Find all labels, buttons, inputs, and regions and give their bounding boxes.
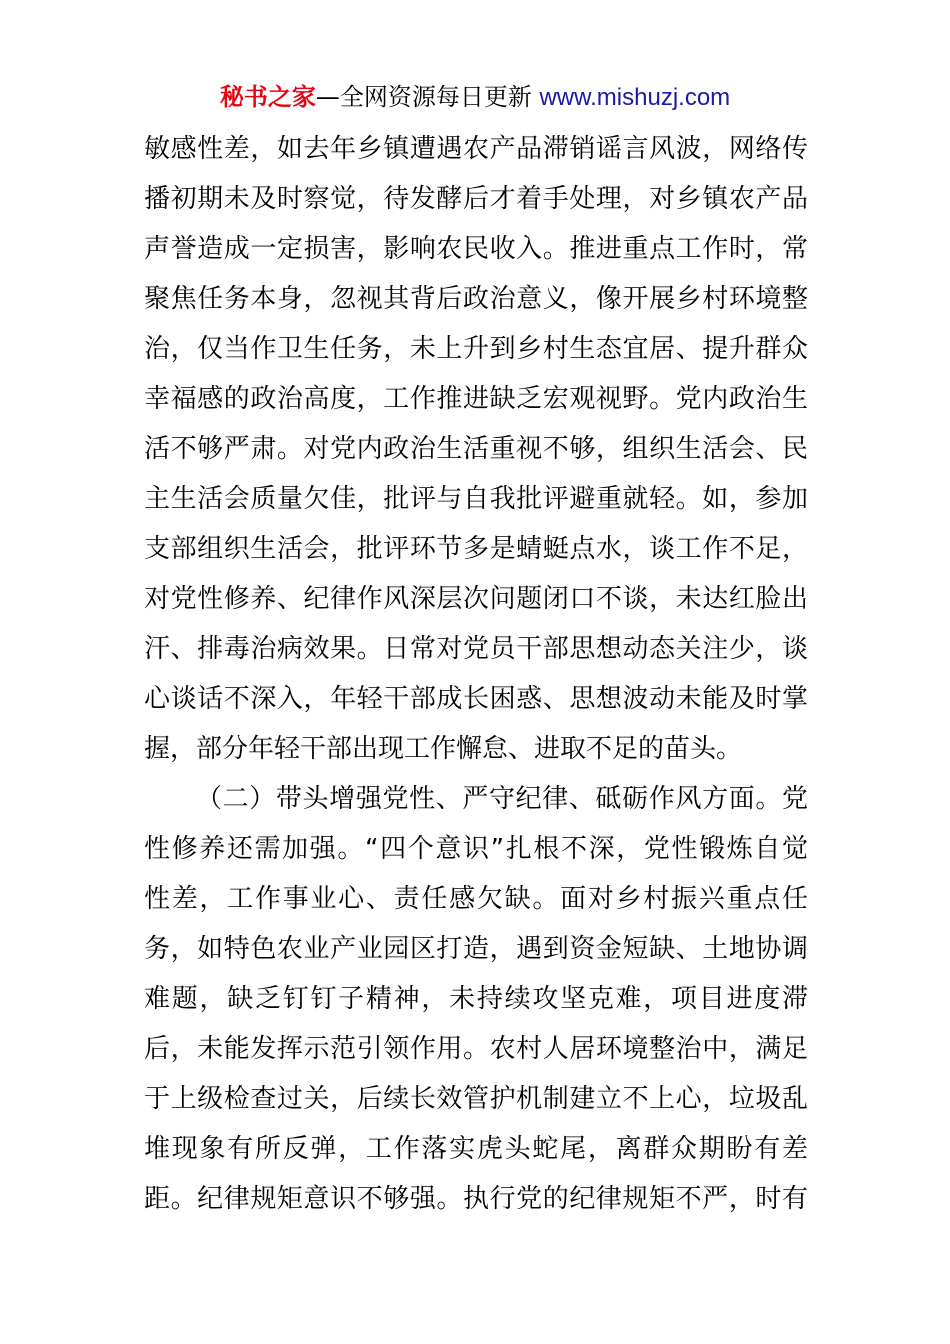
text-line: 主生活会质量欠佳，批评与自我批评避重就轻。如，参加 [144,484,808,514]
text-line: 后，未能发挥示范引领作用。农村人居环境整治中，满足 [144,1034,808,1064]
text-line: 性差，工作事业心、责任感欠缺。面对乡村振兴重点任 [144,884,808,914]
document-body [144,124,808,1224]
section-heading-line: （二）带头增强党性、严守纪律、砥砺作风方面。党 [196,784,808,814]
text-line: 难题，缺乏钉钉子精神，未持续攻坚克难，项目进度滞 [144,984,808,1014]
text-line: 敏感性差，如去年乡镇遭遇农产品滞销谣言风波，网络传 [144,134,808,164]
text-line: 幸福感的政治高度，工作推进缺乏宏观视野。党内政治生 [144,384,808,414]
page-header [0,80,950,115]
text-line: 汗、排毒治病效果。日常对党员干部思想动态关注少，谈 [144,634,808,664]
text-line: 聚焦任务本身，忽视其背后政治意义，像开展乡村环境整 [144,284,808,314]
site-url-link[interactable]: www.mishuzj.com [539,84,731,111]
text-line: 活不够严肃。对党内政治生活重视不够，组织生活会、民 [144,434,808,464]
text-line: 堆现象有所反弹，工作落实虎头蛇尾，离群众期盼有差 [144,1134,808,1164]
text-line: 声誉造成一定损害，影响农民收入。推进重点工作时，常 [144,234,808,264]
text-line: 对党性修养、纪律作风深层次问题闭口不谈，未达红脸出 [144,584,808,614]
text-line: 于上级检查过关，后续长效管护机制建立不上心，垃圾乱 [144,1084,808,1114]
header-tagline: —全网资源每日更新 [315,83,532,111]
text-line: 支部组织生活会，批评环节多是蜻蜓点水，谈工作不足， [144,534,808,564]
text-line: 治，仅当作卫生任务，未上升到乡村生态宜居、提升群众 [144,334,808,364]
text-line: 播初期未及时察觉，待发酵后才着手处理，对乡镇农产品 [144,184,808,214]
text-line: 性修养还需加强。“四个意识”扎根不深，党性锻炼自觉 [144,834,808,864]
text-line: 务，如特色农业产业园区打造，遇到资金短缺、土地协调 [144,934,808,964]
text-line: 心谈话不深入，年轻干部成长困惑、思想波动未能及时掌 [144,684,808,714]
paragraph-end-line: 握，部分年轻干部出现工作懈怠、进取不足的苗头。 [144,734,743,764]
text-line: 距。纪律规矩意识不够强。执行党的纪律规矩不严，时有 [144,1184,808,1214]
brand-name: 秘书之家 [219,83,316,111]
